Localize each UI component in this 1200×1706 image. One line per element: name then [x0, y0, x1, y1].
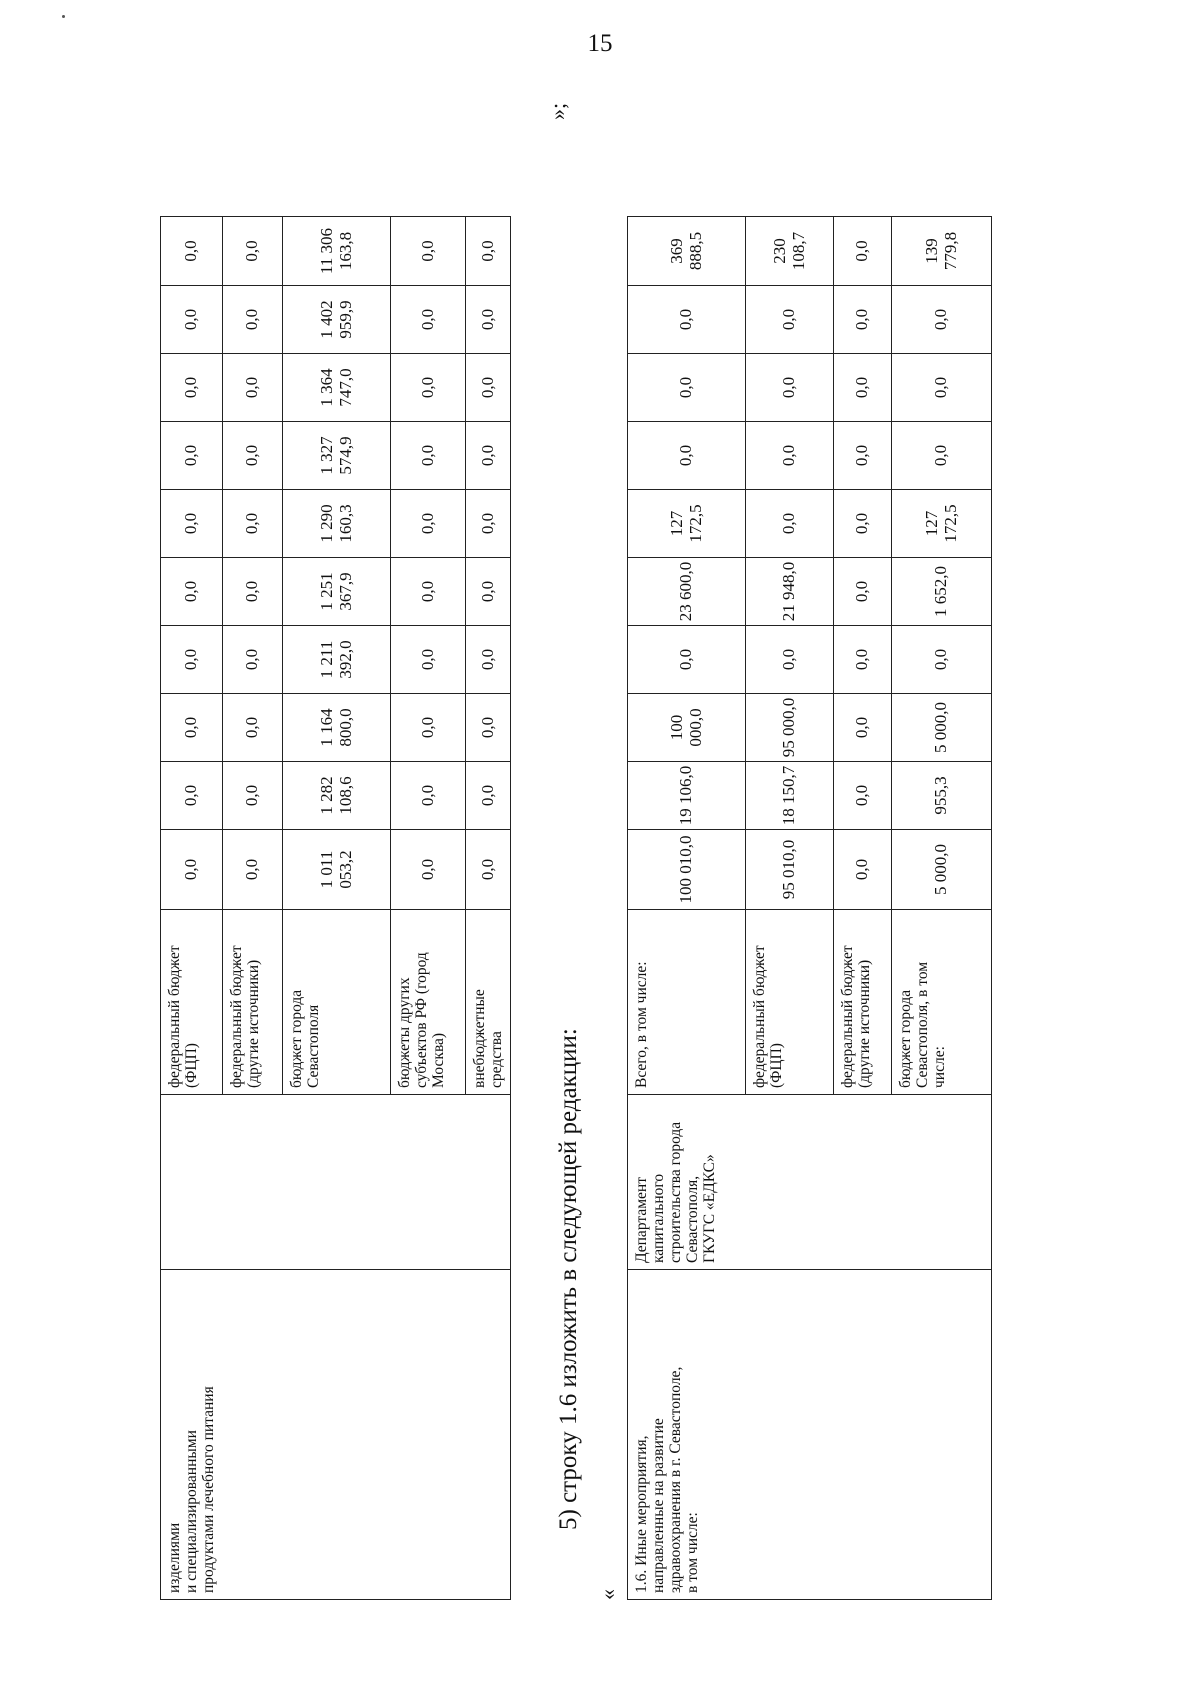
funding-source-cell: бюджеты других субъектов РФ (город Москва)	[391, 910, 466, 1095]
year-value-cell: 0,0	[892, 354, 992, 422]
page-number: 15	[587, 30, 613, 57]
year-value-cell: 1 290 160,3	[283, 490, 391, 558]
total-value-cell: 0,0	[391, 217, 466, 286]
year-value-cell: 1 251 367,9	[283, 558, 391, 626]
year-value-cell: 0,0	[223, 286, 283, 354]
year-value-cell: 0,0	[223, 762, 283, 830]
year-value-cell: 127 172,5	[628, 490, 746, 558]
rotated-content	[0, 90, 1200, 1600]
year-value-cell: 1 011 053,2	[283, 830, 391, 910]
year-value-cell: 0,0	[161, 558, 223, 626]
year-value-cell: 0,0	[223, 558, 283, 626]
year-value-cell: 100 000,0	[628, 694, 746, 762]
year-value-cell: 0,0	[223, 422, 283, 490]
year-value-cell: 0,0	[223, 354, 283, 422]
year-value-cell: 0,0	[391, 422, 466, 490]
year-value-cell: 1 652,0	[892, 558, 992, 626]
year-value-cell: 0,0	[466, 694, 511, 762]
year-value-cell: 0,0	[391, 830, 466, 910]
funding-source-cell: федеральный бюджет (ФЦП)	[746, 910, 834, 1095]
year-value-cell: 0,0	[834, 626, 892, 694]
year-value-cell: 0,0	[834, 354, 892, 422]
year-value-cell: 0,0	[161, 490, 223, 558]
year-value-cell: 0,0	[746, 422, 834, 490]
year-value-cell: 0,0	[834, 830, 892, 910]
table-row	[161, 217, 223, 1600]
year-value-cell: 0,0	[161, 694, 223, 762]
funding-source-cell: бюджет города Севастополя	[283, 910, 391, 1095]
total-value-cell: 139 779,8	[892, 217, 992, 286]
funding-source-cell: внебюджетные средства	[466, 910, 511, 1095]
year-value-cell: 0,0	[223, 694, 283, 762]
total-value-cell: 230 108,7	[746, 217, 834, 286]
year-value-cell: 1 282 108,6	[283, 762, 391, 830]
year-value-cell: 1 364 747,0	[283, 354, 391, 422]
year-value-cell: 0,0	[391, 354, 466, 422]
year-value-cell: 0,0	[628, 286, 746, 354]
year-value-cell: 0,0	[628, 422, 746, 490]
year-value-cell: 0,0	[161, 286, 223, 354]
funding-source-cell: Всего, в том числе:	[628, 910, 746, 1095]
year-value-cell: 0,0	[628, 626, 746, 694]
year-value-cell: 0,0	[746, 626, 834, 694]
year-value-cell: 0,0	[892, 626, 992, 694]
funding-source-cell: бюджет города Севастополя, в том числе:	[892, 910, 992, 1095]
funding-source-cell: федеральный бюджет (ФЦП)	[161, 910, 223, 1095]
year-value-cell: 0,0	[391, 626, 466, 694]
funding-table-2	[627, 216, 992, 1600]
closing-quote: »;	[545, 102, 570, 120]
year-value-cell: 0,0	[161, 626, 223, 694]
year-value-cell: 0,0	[466, 354, 511, 422]
year-value-cell: 1 211 392,0	[283, 626, 391, 694]
total-value-cell: 11 306 163,8	[283, 217, 391, 286]
year-value-cell: 95 000,0	[746, 694, 834, 762]
funding-source-cell: федеральный бюджет (другие источники)	[834, 910, 892, 1095]
year-value-cell: 0,0	[466, 626, 511, 694]
year-value-cell: 0,0	[834, 762, 892, 830]
year-value-cell: 0,0	[746, 354, 834, 422]
program-label-cell: 1.6. Иные мероприятия, направленные на развитие здравоохранения в г. Севастополе, в том числе:	[628, 1270, 992, 1600]
year-value-cell: 0,0	[391, 286, 466, 354]
year-value-cell: 0,0	[161, 354, 223, 422]
year-value-cell: 0,0	[466, 762, 511, 830]
total-value-cell: 0,0	[223, 217, 283, 286]
opening-quote: «	[595, 1589, 620, 1600]
year-value-cell: 19 106,0	[628, 762, 746, 830]
executor-cell: Департамент капитального строительства города Севастополя, ГКУГС «ЕДКС»	[628, 1095, 992, 1270]
total-value-cell: 369 888,5	[628, 217, 746, 286]
year-value-cell: 5 000,0	[892, 694, 992, 762]
total-value-cell: 0,0	[161, 217, 223, 286]
year-value-cell: 0,0	[628, 354, 746, 422]
year-value-cell: 18 150,7	[746, 762, 834, 830]
executor-cell	[161, 1095, 511, 1270]
year-value-cell: 0,0	[834, 694, 892, 762]
year-value-cell: 0,0	[834, 422, 892, 490]
year-value-cell: 0,0	[161, 422, 223, 490]
year-value-cell: 0,0	[834, 558, 892, 626]
year-value-cell: 0,0	[834, 490, 892, 558]
year-value-cell: 0,0	[466, 286, 511, 354]
year-value-cell: 100 010,0	[628, 830, 746, 910]
year-value-cell: 0,0	[466, 558, 511, 626]
year-value-cell: 0,0	[746, 490, 834, 558]
scan-speck	[62, 15, 65, 18]
amendment-heading: 5) строку 1.6 изложить в следующей редакции:	[555, 1028, 582, 1530]
year-value-cell: 0,0	[834, 286, 892, 354]
year-value-cell: 0,0	[466, 422, 511, 490]
year-value-cell: 0,0	[892, 286, 992, 354]
year-value-cell: 5 000,0	[892, 830, 992, 910]
year-value-cell: 0,0	[161, 762, 223, 830]
year-value-cell: 1 327 574,9	[283, 422, 391, 490]
funding-source-cell: федеральный бюджет (другие источники)	[223, 910, 283, 1095]
year-value-cell: 0,0	[161, 830, 223, 910]
total-value-cell: 0,0	[834, 217, 892, 286]
table-row	[628, 217, 746, 1600]
year-value-cell: 127 172,5	[892, 490, 992, 558]
year-value-cell: 0,0	[391, 694, 466, 762]
year-value-cell: 955,3	[892, 762, 992, 830]
total-value-cell: 0,0	[466, 217, 511, 286]
year-value-cell: 0,0	[391, 558, 466, 626]
year-value-cell: 0,0	[223, 490, 283, 558]
program-label-cell: изделиями и специализированными продуктами лечебного питания	[161, 1270, 511, 1600]
year-value-cell: 0,0	[391, 490, 466, 558]
year-value-cell: 21 948,0	[746, 558, 834, 626]
year-value-cell: 23 600,0	[628, 558, 746, 626]
funding-table-1	[160, 216, 511, 1600]
year-value-cell: 95 010,0	[746, 830, 834, 910]
year-value-cell: 1 164 800,0	[283, 694, 391, 762]
year-value-cell: 0,0	[466, 830, 511, 910]
year-value-cell: 0,0	[892, 422, 992, 490]
year-value-cell: 0,0	[746, 286, 834, 354]
year-value-cell: 0,0	[391, 762, 466, 830]
year-value-cell: 0,0	[466, 490, 511, 558]
year-value-cell: 0,0	[223, 626, 283, 694]
year-value-cell: 1 402 959,9	[283, 286, 391, 354]
year-value-cell: 0,0	[223, 830, 283, 910]
